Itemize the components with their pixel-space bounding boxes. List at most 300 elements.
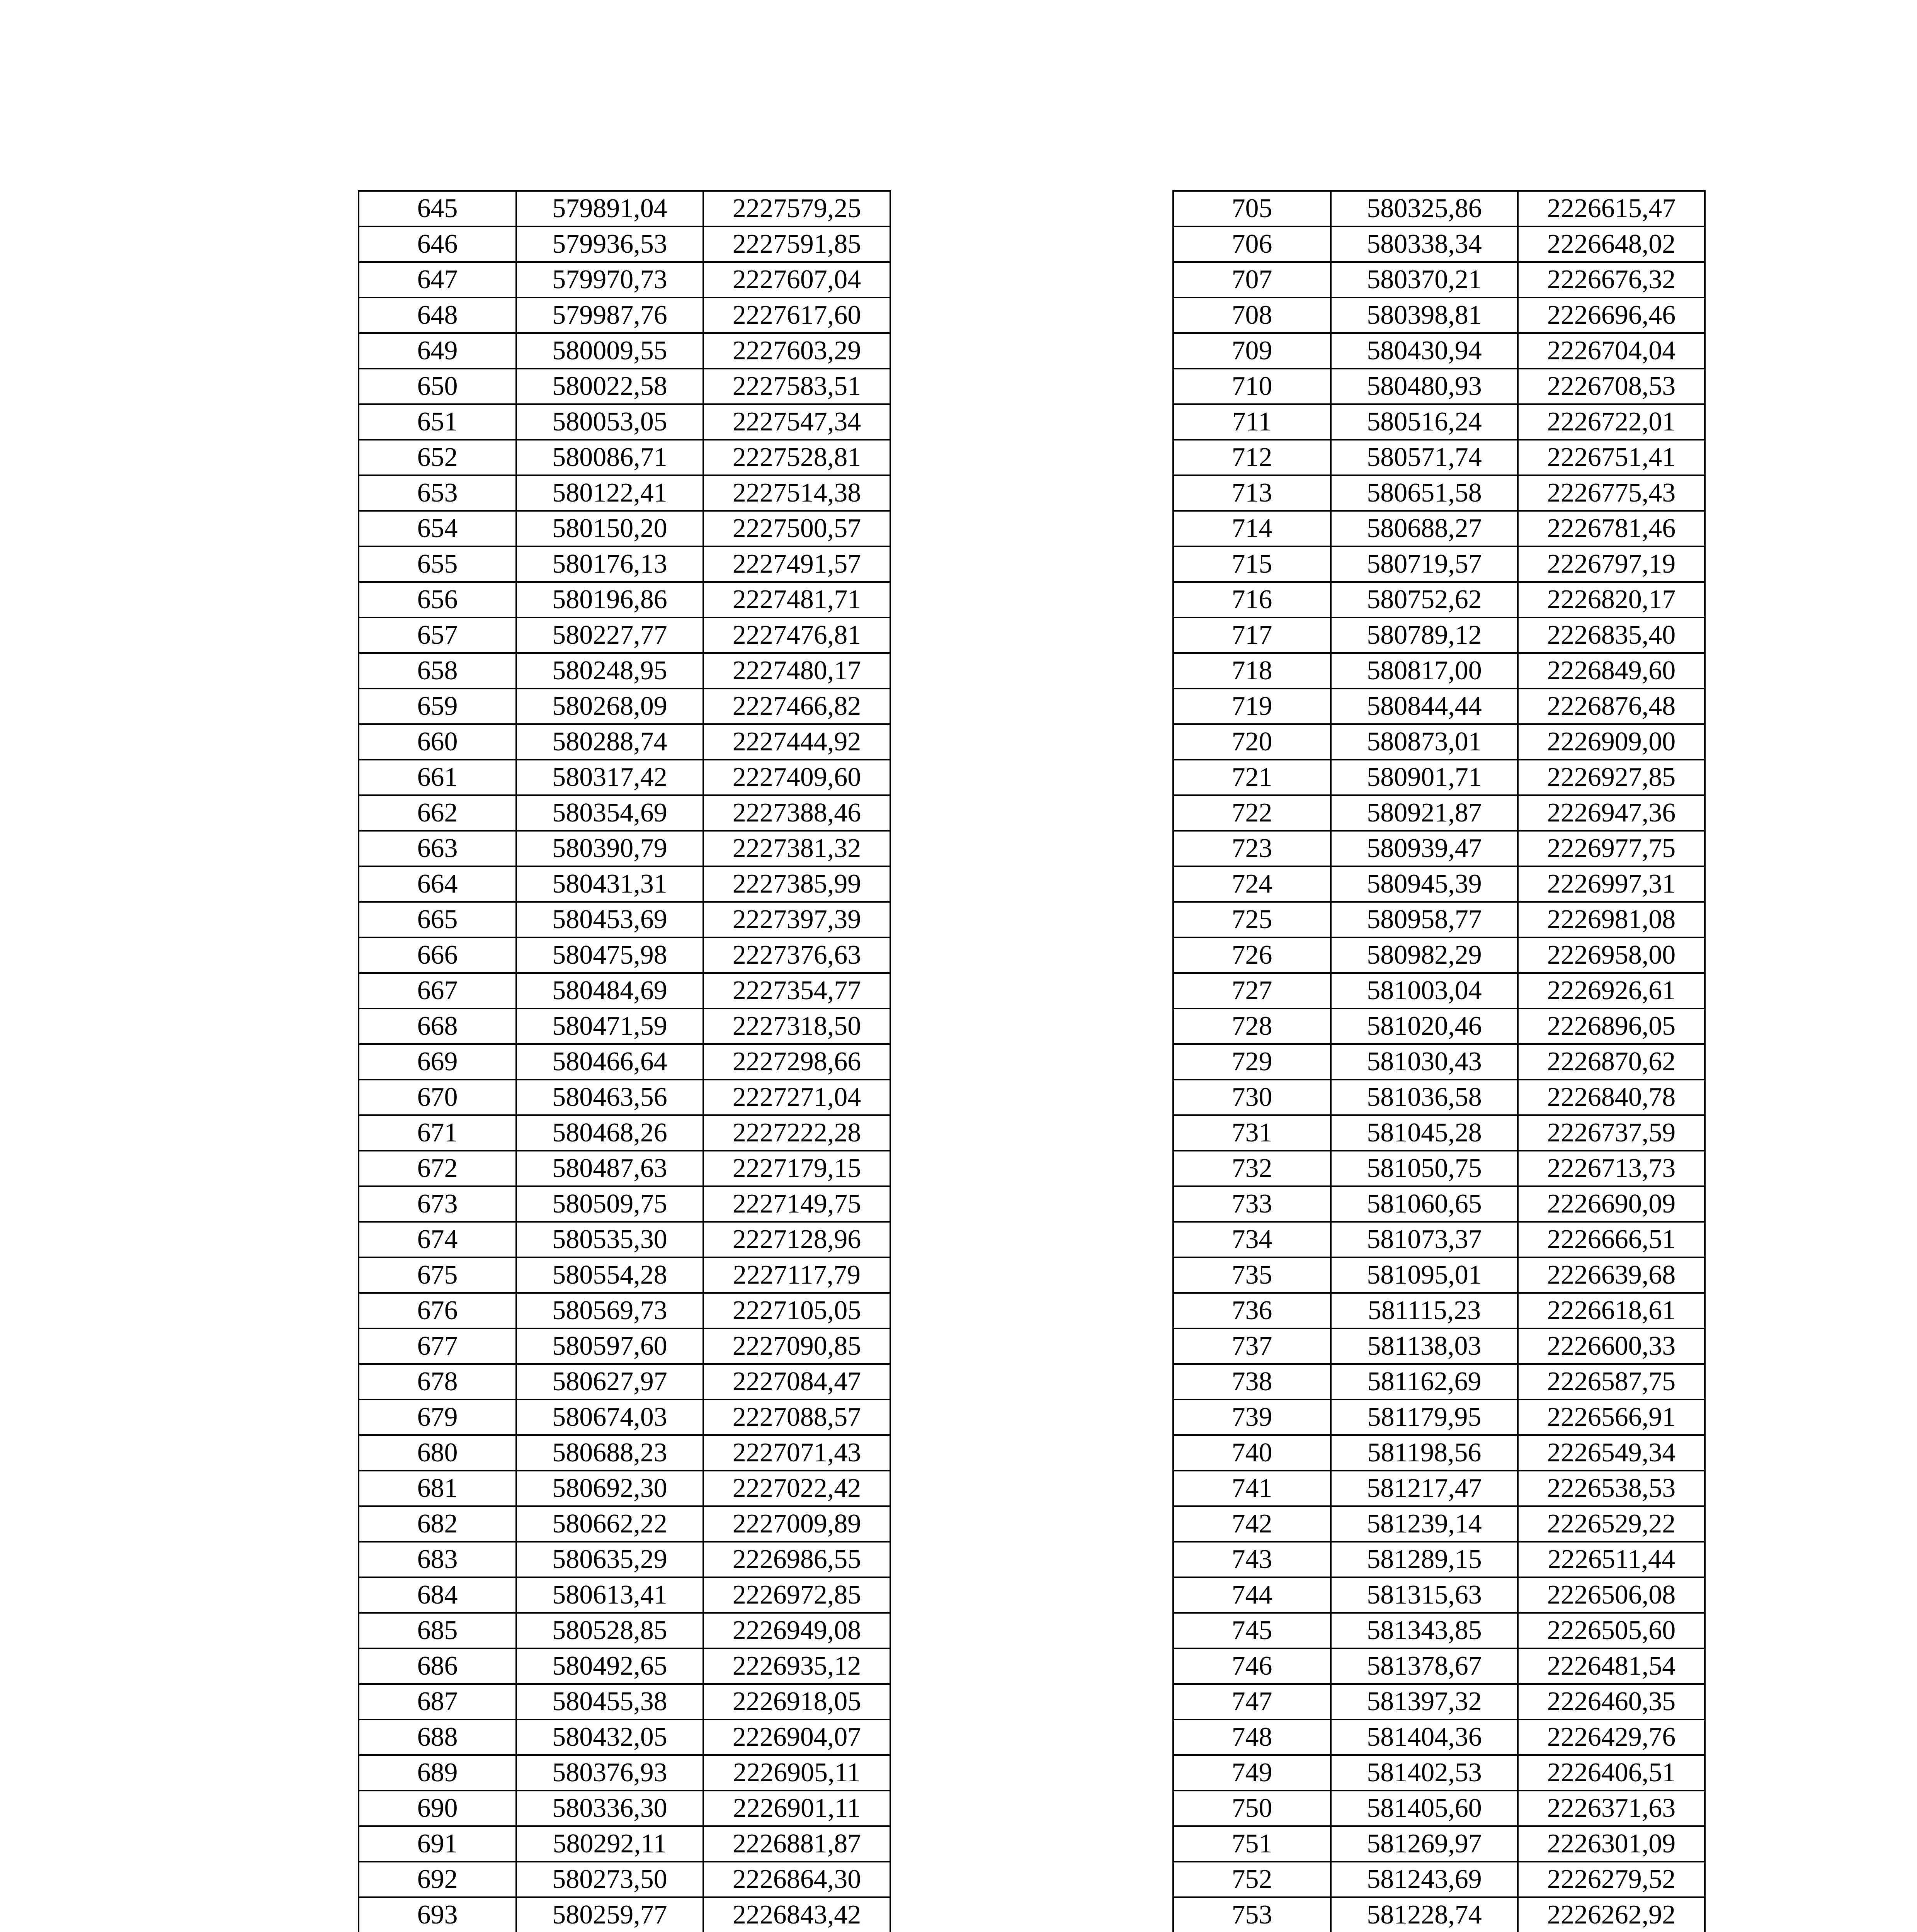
x-coordinate-cell: 581397,32 <box>1331 1684 1518 1719</box>
point-number-cell: 675 <box>359 1257 516 1293</box>
x-coordinate-cell: 581198,56 <box>1331 1435 1518 1471</box>
point-number-cell: 711 <box>1173 404 1331 440</box>
table-row <box>359 1613 890 1648</box>
table-row <box>1173 475 1705 511</box>
y-coordinate-cell: 2227149,75 <box>703 1186 890 1222</box>
x-coordinate-cell: 580571,74 <box>1331 440 1518 475</box>
table-row <box>359 475 890 511</box>
point-number-cell: 714 <box>1173 511 1331 546</box>
point-number-cell: 724 <box>1173 866 1331 902</box>
x-coordinate-cell: 580487,63 <box>516 1151 703 1186</box>
y-coordinate-cell: 2227480,17 <box>703 653 890 689</box>
y-coordinate-cell: 2226981,08 <box>1518 902 1705 937</box>
point-number-cell: 679 <box>359 1400 516 1435</box>
x-coordinate-cell: 579970,73 <box>516 262 703 298</box>
x-coordinate-cell: 580516,24 <box>1331 404 1518 440</box>
y-coordinate-cell: 2226696,46 <box>1518 298 1705 333</box>
x-coordinate-cell: 580597,60 <box>516 1328 703 1364</box>
y-coordinate-cell: 2227128,96 <box>703 1222 890 1257</box>
table-row <box>1173 546 1705 582</box>
point-number-cell: 725 <box>1173 902 1331 937</box>
point-number-cell: 748 <box>1173 1719 1331 1755</box>
y-coordinate-cell: 2226820,17 <box>1518 582 1705 617</box>
table-row <box>359 1684 890 1719</box>
x-coordinate-cell: 581402,53 <box>1331 1755 1518 1791</box>
x-coordinate-cell: 580122,41 <box>516 475 703 511</box>
point-number-cell: 647 <box>359 262 516 298</box>
table-row <box>359 617 890 653</box>
point-number-cell: 655 <box>359 546 516 582</box>
point-number-cell: 705 <box>1173 191 1331 226</box>
y-coordinate-cell: 2226870,62 <box>1518 1044 1705 1080</box>
point-number-cell: 674 <box>359 1222 516 1257</box>
x-coordinate-cell: 580789,12 <box>1331 617 1518 653</box>
x-coordinate-cell: 580376,93 <box>516 1755 703 1791</box>
point-number-cell: 690 <box>359 1791 516 1826</box>
coordinates-table-left <box>358 190 891 1932</box>
table-row <box>1173 973 1705 1009</box>
table-row <box>359 1293 890 1328</box>
table-row <box>359 689 890 724</box>
x-coordinate-cell: 580432,05 <box>516 1719 703 1755</box>
x-coordinate-cell: 580463,56 <box>516 1080 703 1115</box>
y-coordinate-cell: 2227222,28 <box>703 1115 890 1151</box>
table-row <box>1173 653 1705 689</box>
x-coordinate-cell: 580354,69 <box>516 795 703 831</box>
table-row <box>1173 1115 1705 1151</box>
x-coordinate-cell: 580431,31 <box>516 866 703 902</box>
x-coordinate-cell: 580325,86 <box>1331 191 1518 226</box>
point-number-cell: 692 <box>359 1862 516 1897</box>
y-coordinate-cell: 2227117,79 <box>703 1257 890 1293</box>
point-number-cell: 721 <box>1173 760 1331 795</box>
x-coordinate-cell: 581405,60 <box>1331 1791 1518 1826</box>
table-row <box>359 1328 890 1364</box>
y-coordinate-cell: 2226481,54 <box>1518 1648 1705 1684</box>
table-row <box>359 1009 890 1044</box>
table-row <box>1173 262 1705 298</box>
table-row <box>359 724 890 760</box>
table-row <box>359 1791 890 1826</box>
y-coordinate-cell: 2227388,46 <box>703 795 890 831</box>
table-row <box>1173 1186 1705 1222</box>
point-number-cell: 667 <box>359 973 516 1009</box>
x-coordinate-cell: 579891,04 <box>516 191 703 226</box>
table-row <box>359 1648 890 1684</box>
y-coordinate-cell: 2226429,76 <box>1518 1719 1705 1755</box>
y-coordinate-cell: 2226618,61 <box>1518 1293 1705 1328</box>
x-coordinate-cell: 580844,44 <box>1331 689 1518 724</box>
y-coordinate-cell: 2227071,43 <box>703 1435 890 1471</box>
table-row <box>1173 1080 1705 1115</box>
x-coordinate-cell: 580873,01 <box>1331 724 1518 760</box>
point-number-cell: 652 <box>359 440 516 475</box>
y-coordinate-cell: 2226918,05 <box>703 1684 890 1719</box>
table-row <box>359 1222 890 1257</box>
point-number-cell: 750 <box>1173 1791 1331 1826</box>
y-coordinate-cell: 2226639,68 <box>1518 1257 1705 1293</box>
x-coordinate-cell: 580817,00 <box>1331 653 1518 689</box>
point-number-cell: 708 <box>1173 298 1331 333</box>
table-row <box>1173 582 1705 617</box>
x-coordinate-cell: 581003,04 <box>1331 973 1518 1009</box>
table-row <box>359 1542 890 1577</box>
table-row <box>359 1719 890 1755</box>
point-number-cell: 719 <box>1173 689 1331 724</box>
y-coordinate-cell: 2226864,30 <box>703 1862 890 1897</box>
y-coordinate-cell: 2226676,32 <box>1518 262 1705 298</box>
table-row <box>359 1400 890 1435</box>
table-row <box>359 1080 890 1115</box>
y-coordinate-cell: 2227607,04 <box>703 262 890 298</box>
table-row <box>1173 1151 1705 1186</box>
x-coordinate-cell: 580945,39 <box>1331 866 1518 902</box>
y-coordinate-cell: 2227022,42 <box>703 1471 890 1506</box>
point-number-cell: 728 <box>1173 1009 1331 1044</box>
y-coordinate-cell: 2226506,08 <box>1518 1577 1705 1613</box>
table-row <box>359 369 890 404</box>
x-coordinate-cell: 580688,27 <box>1331 511 1518 546</box>
y-coordinate-cell: 2226901,11 <box>703 1791 890 1826</box>
point-number-cell: 751 <box>1173 1826 1331 1862</box>
x-coordinate-cell: 580336,30 <box>516 1791 703 1826</box>
point-number-cell: 666 <box>359 937 516 973</box>
table-row <box>359 1435 890 1471</box>
x-coordinate-cell: 580288,74 <box>516 724 703 760</box>
x-coordinate-cell: 581060,65 <box>1331 1186 1518 1222</box>
coordinates-table-right <box>1172 190 1706 1932</box>
point-number-cell: 673 <box>359 1186 516 1222</box>
point-number-cell: 742 <box>1173 1506 1331 1542</box>
x-coordinate-cell: 580674,03 <box>516 1400 703 1435</box>
y-coordinate-cell: 2226997,31 <box>1518 866 1705 902</box>
y-coordinate-cell: 2226460,35 <box>1518 1684 1705 1719</box>
x-coordinate-cell: 580227,77 <box>516 617 703 653</box>
x-coordinate-cell: 580468,26 <box>516 1115 703 1151</box>
table-row <box>359 262 890 298</box>
x-coordinate-cell: 580958,77 <box>1331 902 1518 937</box>
coordinates-table-body <box>1173 191 1705 1932</box>
y-coordinate-cell: 2227481,71 <box>703 582 890 617</box>
table-row <box>359 1257 890 1293</box>
table-row <box>359 546 890 582</box>
x-coordinate-cell: 581239,14 <box>1331 1506 1518 1542</box>
y-coordinate-cell: 2227318,50 <box>703 1009 890 1044</box>
y-coordinate-cell: 2227591,85 <box>703 226 890 262</box>
table-row <box>1173 1719 1705 1755</box>
x-coordinate-cell: 581162,69 <box>1331 1364 1518 1400</box>
x-coordinate-cell: 580475,98 <box>516 937 703 973</box>
point-number-cell: 676 <box>359 1293 516 1328</box>
point-number-cell: 678 <box>359 1364 516 1400</box>
x-coordinate-cell: 580484,69 <box>516 973 703 1009</box>
y-coordinate-cell: 2226972,85 <box>703 1577 890 1613</box>
point-number-cell: 657 <box>359 617 516 653</box>
table-row <box>359 191 890 226</box>
table-row <box>1173 1684 1705 1719</box>
y-coordinate-cell: 2227105,05 <box>703 1293 890 1328</box>
x-coordinate-cell: 581020,46 <box>1331 1009 1518 1044</box>
y-coordinate-cell: 2226737,59 <box>1518 1115 1705 1151</box>
y-coordinate-cell: 2226406,51 <box>1518 1755 1705 1791</box>
table-row <box>1173 1009 1705 1044</box>
point-number-cell: 659 <box>359 689 516 724</box>
y-coordinate-cell: 2226722,01 <box>1518 404 1705 440</box>
table-row <box>1173 689 1705 724</box>
y-coordinate-cell: 2226713,73 <box>1518 1151 1705 1186</box>
point-number-cell: 753 <box>1173 1897 1331 1932</box>
table-row <box>359 1151 890 1186</box>
x-coordinate-cell: 581343,85 <box>1331 1613 1518 1648</box>
y-coordinate-cell: 2226840,78 <box>1518 1080 1705 1115</box>
x-coordinate-cell: 580455,38 <box>516 1684 703 1719</box>
point-number-cell: 645 <box>359 191 516 226</box>
x-coordinate-cell: 580627,97 <box>516 1364 703 1400</box>
point-number-cell: 720 <box>1173 724 1331 760</box>
x-coordinate-cell: 580921,87 <box>1331 795 1518 831</box>
table-row <box>1173 617 1705 653</box>
point-number-cell: 747 <box>1173 1684 1331 1719</box>
point-number-cell: 661 <box>359 760 516 795</box>
point-number-cell: 685 <box>359 1613 516 1648</box>
y-coordinate-cell: 2226279,52 <box>1518 1862 1705 1897</box>
point-number-cell: 653 <box>359 475 516 511</box>
y-coordinate-cell: 2226849,60 <box>1518 653 1705 689</box>
point-number-cell: 712 <box>1173 440 1331 475</box>
x-coordinate-cell: 581036,58 <box>1331 1080 1518 1115</box>
point-number-cell: 709 <box>1173 333 1331 369</box>
y-coordinate-cell: 2226775,43 <box>1518 475 1705 511</box>
x-coordinate-cell: 581404,36 <box>1331 1719 1518 1755</box>
point-number-cell: 662 <box>359 795 516 831</box>
table-row <box>1173 1897 1705 1932</box>
table-row <box>1173 1471 1705 1506</box>
x-coordinate-cell: 581315,63 <box>1331 1577 1518 1613</box>
table-row <box>359 511 890 546</box>
table-row <box>1173 369 1705 404</box>
point-number-cell: 744 <box>1173 1577 1331 1613</box>
table-row <box>1173 1328 1705 1364</box>
table-row <box>1173 440 1705 475</box>
y-coordinate-cell: 2227514,38 <box>703 475 890 511</box>
x-coordinate-cell: 580398,81 <box>1331 298 1518 333</box>
point-number-cell: 658 <box>359 653 516 689</box>
x-coordinate-cell: 580535,30 <box>516 1222 703 1257</box>
y-coordinate-cell: 2226904,07 <box>703 1719 890 1755</box>
y-coordinate-cell: 2227491,57 <box>703 546 890 582</box>
table-row <box>1173 511 1705 546</box>
x-coordinate-cell: 580273,50 <box>516 1862 703 1897</box>
y-coordinate-cell: 2227298,66 <box>703 1044 890 1080</box>
y-coordinate-cell: 2226835,40 <box>1518 617 1705 653</box>
point-number-cell: 738 <box>1173 1364 1331 1400</box>
x-coordinate-cell: 581289,15 <box>1331 1542 1518 1577</box>
x-coordinate-cell: 580635,29 <box>516 1542 703 1577</box>
table-row <box>1173 1506 1705 1542</box>
y-coordinate-cell: 2226751,41 <box>1518 440 1705 475</box>
point-number-cell: 680 <box>359 1435 516 1471</box>
table-row <box>359 866 890 902</box>
point-number-cell: 684 <box>359 1577 516 1613</box>
y-coordinate-cell: 2227409,60 <box>703 760 890 795</box>
table-row <box>1173 866 1705 902</box>
y-coordinate-cell: 2227500,57 <box>703 511 890 546</box>
y-coordinate-cell: 2226708,53 <box>1518 369 1705 404</box>
table-row <box>359 440 890 475</box>
y-coordinate-cell: 2226648,02 <box>1518 226 1705 262</box>
point-number-cell: 727 <box>1173 973 1331 1009</box>
x-coordinate-cell: 581073,37 <box>1331 1222 1518 1257</box>
y-coordinate-cell: 2226371,63 <box>1518 1791 1705 1826</box>
y-coordinate-cell: 2226262,92 <box>1518 1897 1705 1932</box>
point-number-cell: 669 <box>359 1044 516 1080</box>
point-number-cell: 665 <box>359 902 516 937</box>
point-number-cell: 663 <box>359 831 516 866</box>
y-coordinate-cell: 2226566,91 <box>1518 1400 1705 1435</box>
x-coordinate-cell: 581378,67 <box>1331 1648 1518 1684</box>
point-number-cell: 746 <box>1173 1648 1331 1684</box>
point-number-cell: 651 <box>359 404 516 440</box>
table-row <box>359 404 890 440</box>
table-row <box>359 333 890 369</box>
table-row <box>359 1897 890 1932</box>
x-coordinate-cell: 580480,93 <box>1331 369 1518 404</box>
y-coordinate-cell: 2226958,00 <box>1518 937 1705 973</box>
y-coordinate-cell: 2226549,34 <box>1518 1435 1705 1471</box>
table-row <box>359 1364 890 1400</box>
x-coordinate-cell: 580471,59 <box>516 1009 703 1044</box>
y-coordinate-cell: 2226949,08 <box>703 1613 890 1648</box>
point-number-cell: 668 <box>359 1009 516 1044</box>
point-number-cell: 739 <box>1173 1400 1331 1435</box>
table-row <box>359 831 890 866</box>
point-number-cell: 713 <box>1173 475 1331 511</box>
y-coordinate-cell: 2227617,60 <box>703 298 890 333</box>
y-coordinate-cell: 2226843,42 <box>703 1897 890 1932</box>
y-coordinate-cell: 2226505,60 <box>1518 1613 1705 1648</box>
table-row <box>359 1186 890 1222</box>
x-coordinate-cell: 581095,01 <box>1331 1257 1518 1293</box>
y-coordinate-cell: 2227547,34 <box>703 404 890 440</box>
table-row <box>1173 1791 1705 1826</box>
x-coordinate-cell: 581243,69 <box>1331 1862 1518 1897</box>
point-number-cell: 745 <box>1173 1613 1331 1648</box>
y-coordinate-cell: 2227444,92 <box>703 724 890 760</box>
y-coordinate-cell: 2226600,33 <box>1518 1328 1705 1364</box>
x-coordinate-cell: 580466,64 <box>516 1044 703 1080</box>
x-coordinate-cell: 581217,47 <box>1331 1471 1518 1506</box>
x-coordinate-cell: 581228,74 <box>1331 1897 1518 1932</box>
y-coordinate-cell: 2226529,22 <box>1518 1506 1705 1542</box>
x-coordinate-cell: 580651,58 <box>1331 475 1518 511</box>
table-row <box>1173 831 1705 866</box>
x-coordinate-cell: 581030,43 <box>1331 1044 1518 1080</box>
x-coordinate-cell: 580492,65 <box>516 1648 703 1684</box>
x-coordinate-cell: 581050,75 <box>1331 1151 1518 1186</box>
table-row <box>359 1471 890 1506</box>
y-coordinate-cell: 2226935,12 <box>703 1648 890 1684</box>
point-number-cell: 664 <box>359 866 516 902</box>
x-coordinate-cell: 580719,57 <box>1331 546 1518 582</box>
y-coordinate-cell: 2226909,00 <box>1518 724 1705 760</box>
x-coordinate-cell: 580390,79 <box>516 831 703 866</box>
x-coordinate-cell: 580150,20 <box>516 511 703 546</box>
point-number-cell: 670 <box>359 1080 516 1115</box>
point-number-cell: 707 <box>1173 262 1331 298</box>
point-number-cell: 689 <box>359 1755 516 1791</box>
point-number-cell: 741 <box>1173 1471 1331 1506</box>
y-coordinate-cell: 2226690,09 <box>1518 1186 1705 1222</box>
x-coordinate-cell: 581138,03 <box>1331 1328 1518 1364</box>
table-row <box>1173 1435 1705 1471</box>
y-coordinate-cell: 2226587,75 <box>1518 1364 1705 1400</box>
y-coordinate-cell: 2227009,89 <box>703 1506 890 1542</box>
y-coordinate-cell: 2226881,87 <box>703 1826 890 1862</box>
table-row <box>1173 1257 1705 1293</box>
point-number-cell: 683 <box>359 1542 516 1577</box>
point-number-cell: 650 <box>359 369 516 404</box>
x-coordinate-cell: 581045,28 <box>1331 1115 1518 1151</box>
point-number-cell: 716 <box>1173 582 1331 617</box>
point-number-cell: 648 <box>359 298 516 333</box>
table-row <box>359 582 890 617</box>
table-row <box>1173 1293 1705 1328</box>
table-row <box>359 1862 890 1897</box>
x-coordinate-cell: 580430,94 <box>1331 333 1518 369</box>
table-row <box>1173 1044 1705 1080</box>
point-number-cell: 743 <box>1173 1542 1331 1577</box>
point-number-cell: 730 <box>1173 1080 1331 1115</box>
table-row <box>1173 1577 1705 1613</box>
y-coordinate-cell: 2226927,85 <box>1518 760 1705 795</box>
x-coordinate-cell: 580292,11 <box>516 1826 703 1862</box>
x-coordinate-cell: 580613,41 <box>516 1577 703 1613</box>
x-coordinate-cell: 580317,42 <box>516 760 703 795</box>
table-row <box>359 1115 890 1151</box>
y-coordinate-cell: 2226797,19 <box>1518 546 1705 582</box>
x-coordinate-cell: 580509,75 <box>516 1186 703 1222</box>
y-coordinate-cell: 2227354,77 <box>703 973 890 1009</box>
y-coordinate-cell: 2226301,09 <box>1518 1826 1705 1862</box>
point-number-cell: 735 <box>1173 1257 1331 1293</box>
table-row <box>1173 902 1705 937</box>
table-row <box>1173 937 1705 973</box>
y-coordinate-cell: 2227397,39 <box>703 902 890 937</box>
table-row <box>1173 1222 1705 1257</box>
table-row <box>1173 1862 1705 1897</box>
point-number-cell: 660 <box>359 724 516 760</box>
point-number-cell: 649 <box>359 333 516 369</box>
x-coordinate-cell: 580009,55 <box>516 333 703 369</box>
point-number-cell: 691 <box>359 1826 516 1862</box>
y-coordinate-cell: 2227476,81 <box>703 617 890 653</box>
y-coordinate-cell: 2227376,63 <box>703 937 890 973</box>
y-coordinate-cell: 2226781,46 <box>1518 511 1705 546</box>
table-row <box>1173 404 1705 440</box>
y-coordinate-cell: 2226704,04 <box>1518 333 1705 369</box>
point-number-cell: 654 <box>359 511 516 546</box>
y-coordinate-cell: 2226896,05 <box>1518 1009 1705 1044</box>
point-number-cell: 737 <box>1173 1328 1331 1364</box>
y-coordinate-cell: 2227088,57 <box>703 1400 890 1435</box>
x-coordinate-cell: 579936,53 <box>516 226 703 262</box>
point-number-cell: 688 <box>359 1719 516 1755</box>
x-coordinate-cell: 580569,73 <box>516 1293 703 1328</box>
point-number-cell: 726 <box>1173 937 1331 973</box>
point-number-cell: 723 <box>1173 831 1331 866</box>
x-coordinate-cell: 580370,21 <box>1331 262 1518 298</box>
x-coordinate-cell: 580196,86 <box>516 582 703 617</box>
